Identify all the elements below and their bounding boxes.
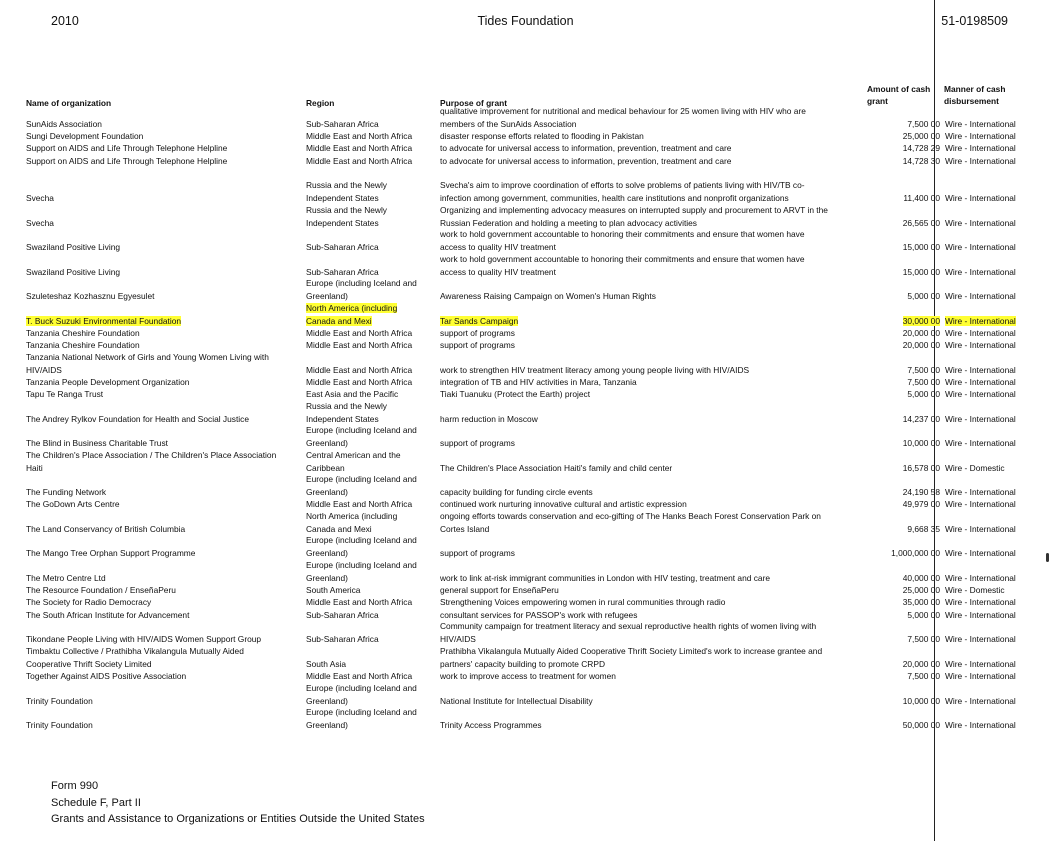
- org-name: Tikondane People Living with HIV/AIDS Women Support Group: [26, 633, 262, 644]
- purpose-cell: ongoing efforts towards conservation and eco-gifting of The Hanks Beach Forest Conservation Park on Cortes Island: [440, 511, 821, 534]
- amount-cell: 50,000 00: [902, 719, 940, 730]
- org-name: Together Against AIDS Positive Association: [26, 670, 187, 681]
- amount-cell: 40,000 00: [902, 572, 940, 583]
- purpose-cell: to advocate for universal access to information, prevention, treatment and care: [440, 142, 732, 153]
- org-name: The Metro Centre Ltd: [26, 572, 106, 583]
- amount-cell: 10,000 00: [902, 695, 940, 706]
- disbursement-cell: Wire - Domestic: [945, 462, 1005, 473]
- disbursement-cell: Wire - International: [945, 572, 1016, 583]
- purpose-cell: National Institute for Intellectual Disability: [440, 695, 593, 706]
- purpose-cell: Tiaki Tuanuku (Protect the Earth) project: [440, 388, 591, 399]
- disbursement-cell: Wire - International: [945, 327, 1016, 338]
- purpose-cell: Community campaign for treatment literacy and sexual reproductive health rights of women living with HIV/AIDS: [440, 621, 817, 644]
- amount-cell: 1,000,000 00: [891, 547, 940, 558]
- region-cell: South Asia: [306, 658, 347, 669]
- disbursement-cell: Wire - International: [945, 609, 1016, 620]
- disbursement-cell: Wire - International: [945, 695, 1016, 706]
- org-name: Timbaktu Collective / Prathibha Vikalangula Mutually Aided Cooperative Thrift Society Limited: [26, 646, 244, 669]
- org-name: Tanzania Cheshire Foundation: [26, 339, 140, 350]
- region-cell: Middle East and North Africa: [306, 142, 413, 153]
- amount-cell: 7,500 00: [907, 633, 940, 644]
- purpose-cell: general support for EnseñaPeru: [440, 584, 559, 595]
- purpose-cell: support of programs: [440, 339, 515, 350]
- org-name: Trinity Foundation: [26, 719, 93, 730]
- region-cell: Middle East and North Africa: [306, 339, 413, 350]
- column-header-region: Region: [306, 98, 335, 108]
- purpose-cell: support of programs: [440, 327, 515, 338]
- organization-title: Tides Foundation: [477, 14, 574, 28]
- form-part-title: Grants and Assistance to Organizations or Entities Outside the United States: [51, 813, 425, 825]
- disbursement-cell: Wire - International: [945, 130, 1016, 141]
- disbursement-cell: Wire - International: [945, 719, 1016, 730]
- amount-cell: 7,500 00: [907, 364, 940, 375]
- highlight-mark: T. Buck Suzuki Environmental Foundation: [26, 315, 182, 326]
- region-cell: Sub-Saharan Africa: [306, 241, 379, 252]
- amount-cell: 9,668 35: [907, 523, 940, 534]
- ein-number: 51-0198509: [941, 14, 1008, 28]
- region-cell: East Asia and the Pacific: [306, 388, 399, 399]
- highlight-mark: Wire - International: [945, 315, 1016, 326]
- purpose-cell: work to strengthen HIV treatment literacy among young people living with HIV/AIDS: [440, 364, 750, 375]
- region-cell: Middle East and North Africa: [306, 364, 413, 375]
- purpose-cell: Prathibha Vikalangula Mutually Aided Cooperative Thrift Society Limited's work to increase grantee and partners' capacity building to promote CRPD: [440, 646, 823, 669]
- highlight-mark: Tar Sands Campaign: [440, 315, 519, 326]
- form-number: Form 990: [51, 780, 99, 792]
- org-name: Tanzania Cheshire Foundation: [26, 327, 140, 338]
- region-cell: Russia and the Newly Independent States: [306, 180, 387, 203]
- region-cell: Central American and the Caribbean: [306, 450, 401, 473]
- purpose-cell: support of programs: [440, 437, 515, 448]
- highlight-mark: 30,000 00: [902, 315, 940, 326]
- amount-cell: 49,979 00: [902, 498, 940, 509]
- purpose-cell: work to hold government accountable to honoring their commitments and ensure that women have access to quality HIV treatment: [440, 254, 805, 277]
- org-name: Swaziland Positive Living: [26, 241, 121, 252]
- table-row: [0, 127, 1051, 167]
- org-name: The Funding Network: [26, 486, 107, 497]
- region-cell: Sub-Saharan Africa: [306, 266, 379, 277]
- region-cell: Sub-Saharan Africa: [306, 609, 379, 620]
- column-header-manner: Manner of cash disbursement: [944, 84, 1006, 106]
- purpose-cell: integration of TB and HIV activities in Mara, Tanzania: [440, 376, 637, 387]
- amount-cell: 11,400 00: [903, 192, 940, 203]
- region-cell: Europe (including Iceland and Greenland): [306, 683, 417, 706]
- purpose-cell: support of programs: [440, 547, 515, 558]
- disbursement-cell: Wire - International: [945, 339, 1016, 350]
- org-name: The South African Institute for Advancement: [26, 609, 190, 620]
- region-cell: Russia and the Newly Independent States: [306, 401, 387, 424]
- purpose-cell: Awareness Raising Campaign on Women's Human Rights: [440, 290, 656, 301]
- amount-cell: 15,000 00: [902, 241, 940, 252]
- column-header-name: Name of organization: [26, 98, 112, 108]
- disbursement-cell: Wire - International: [945, 364, 1016, 375]
- org-name: Swaziland Positive Living: [26, 266, 121, 277]
- region-cell: South America: [306, 584, 361, 595]
- amount-cell: 14,237 00: [902, 413, 940, 424]
- amount-cell: 15,000 00: [902, 266, 940, 277]
- purpose-cell: to advocate for universal access to information, prevention, treatment and care: [440, 155, 732, 166]
- disbursement-cell: Wire - International: [945, 486, 1016, 497]
- purpose-cell: disaster response efforts related to flooding in Pakistan: [440, 130, 644, 141]
- disbursement-cell: Wire - International: [945, 266, 1016, 277]
- org-name: Trinity Foundation: [26, 695, 93, 706]
- purpose-cell: qualitative improvement for nutritional and medical behaviour for 25 women living with HIV who are members of the SunAids Association: [440, 106, 806, 129]
- disbursement-cell: Wire - International: [945, 217, 1016, 228]
- org-name: Svecha: [26, 217, 54, 228]
- amount-cell: 5,000 00: [907, 290, 940, 301]
- region-cell: Europe (including Iceland and Greenland): [306, 707, 417, 730]
- region-cell: Middle East and North Africa: [306, 670, 413, 681]
- amount-cell: 25,000 00: [902, 584, 940, 595]
- amount-cell: 10,000 00: [902, 437, 940, 448]
- amount-cell: 5,000 00: [907, 609, 940, 620]
- disbursement-cell: Wire - International: [945, 118, 1016, 129]
- region-cell: Sub-Saharan Africa: [306, 633, 379, 644]
- purpose-cell: Svecha's aim to improve coordination of efforts to solve problems of patients living with HIV/TB co- infection among government, communities, health care institutions and nonprofit organizations: [440, 180, 805, 203]
- region-cell: Middle East and North Africa: [306, 130, 413, 141]
- org-name: The GoDown Arts Centre: [26, 498, 120, 509]
- amount-cell: 16,578 00: [902, 462, 940, 473]
- disbursement-cell: Wire - Domestic: [945, 584, 1005, 595]
- org-name: Support on AIDS and Life Through Telephone Helpline: [26, 155, 228, 166]
- disbursement-cell: Wire - International: [945, 388, 1016, 399]
- purpose-cell: work to link at-risk immigrant communities in London with HIV testing, treatment and care: [440, 572, 771, 583]
- table-row: [0, 691, 1051, 731]
- column-header-purpose: Purpose of grant: [440, 98, 508, 108]
- disbursement-cell: Wire - International: [945, 376, 1016, 387]
- purpose-cell: Organizing and implementing advocacy measures on interrupted supply and procurement to ARVT in the Russian Federation and holding a meeting to plan advocacy activities: [440, 205, 828, 228]
- region-cell: Russia and the Newly Independent States: [306, 205, 387, 228]
- org-name: The Society for Radio Democracy: [26, 596, 152, 607]
- form-schedule: Schedule F, Part II: [51, 796, 141, 809]
- disbursement-cell: Wire - International: [945, 658, 1016, 669]
- column-header-amount: Amount of cash grant: [867, 84, 931, 106]
- amount-cell: 7,500 00: [907, 376, 940, 387]
- org-name: Svecha: [26, 192, 54, 203]
- org-name: Tanzania People Development Organization: [26, 376, 190, 387]
- disbursement-cell: Wire - International: [945, 241, 1016, 252]
- form-footer: [51, 778, 425, 828]
- disbursement-cell: Wire - International: [945, 192, 1016, 203]
- amount-cell: 14,728 29: [902, 142, 940, 153]
- amount-cell: 20,000 00: [902, 339, 940, 350]
- tax-year: 2010: [51, 14, 79, 28]
- disbursement-cell: Wire - International: [945, 523, 1016, 534]
- region-cell: Middle East and North Africa: [306, 327, 413, 338]
- disbursement-cell: Wire - International: [945, 547, 1016, 558]
- org-name: The Mango Tree Orphan Support Programme: [26, 547, 196, 558]
- disbursement-cell: Wire - International: [945, 596, 1016, 607]
- highlight-mark: North America (including Canada and Mexi: [306, 303, 398, 326]
- purpose-cell: Trinity Access Programmes: [440, 719, 542, 730]
- disbursement-cell: Wire - International: [945, 413, 1016, 424]
- purpose-cell: The Children's Place Association Haiti's family and child center: [440, 462, 673, 473]
- region-cell: Middle East and North Africa: [306, 498, 413, 509]
- region-cell: Europe (including Iceland and Greenland): [306, 425, 417, 448]
- purpose-cell: harm reduction in Moscow: [440, 413, 538, 424]
- disbursement-cell: Wire - International: [945, 498, 1016, 509]
- amount-cell: 14,728 30: [902, 155, 940, 166]
- purpose-cell: continued work nurturing innovative cultural and artistic expression: [440, 498, 687, 509]
- amount-cell: 24,190 58: [902, 486, 940, 497]
- amount-cell: 20,000 00: [902, 327, 940, 338]
- region-cell: Middle East and North Africa: [306, 376, 413, 387]
- purpose-cell: work to improve access to treatment for women: [440, 670, 616, 681]
- region-cell: Europe (including Iceland and Greenland): [306, 278, 417, 301]
- disbursement-cell: Wire - International: [945, 437, 1016, 448]
- disbursement-cell: Wire - International: [945, 633, 1016, 644]
- org-name: Tanzania National Network of Girls and Young Women Living with HIV/AIDS: [26, 352, 269, 375]
- amount-cell: 35,000 00: [902, 596, 940, 607]
- region-cell: North America (including Canada and Mexi: [306, 511, 398, 534]
- region-cell: Middle East and North Africa: [306, 596, 413, 607]
- disbursement-cell: Wire - International: [945, 155, 1016, 166]
- amount-cell: 7,500 00: [907, 670, 940, 681]
- org-name: The Resource Foundation / EnseñaPeru: [26, 584, 176, 595]
- org-name: Support on AIDS and Life Through Telephone Helpline: [26, 142, 228, 153]
- org-name: Szuleteshaz Kozhasznu Egyesulet: [26, 290, 155, 301]
- amount-cell: 26,565 00: [902, 217, 940, 228]
- amount-cell: 20,000 00: [902, 658, 940, 669]
- amount-cell: 25,000 00: [902, 130, 940, 141]
- org-name: Tapu Te Ranga Trust: [26, 388, 104, 399]
- purpose-cell: capacity building for funding circle events: [440, 486, 593, 497]
- amount-cell: 5,000 00: [907, 388, 940, 399]
- region-cell: Europe (including Iceland and Greenland): [306, 474, 417, 497]
- org-name: The Children's Place Association / The Children's Place Association Haiti: [26, 450, 277, 473]
- region-cell: Middle East and North Africa: [306, 155, 413, 166]
- org-name: The Blind in Business Charitable Trust: [26, 437, 168, 448]
- region-cell: Sub-Saharan Africa: [306, 118, 379, 129]
- disbursement-cell: Wire - International: [945, 142, 1016, 153]
- purpose-cell: consultant services for PASSOP's work with refugees: [440, 609, 638, 620]
- region-cell: Europe (including Iceland and Greenland): [306, 560, 417, 583]
- org-name: Sungi Development Foundation: [26, 130, 144, 141]
- org-name: The Andrey Rylkov Foundation for Health and Social Justice: [26, 413, 249, 424]
- purpose-cell: Strengthening Voices empowering women in rural communities through radio: [440, 596, 726, 607]
- region-cell: Europe (including Iceland and Greenland): [306, 535, 417, 558]
- org-name: The Land Conservancy of British Columbia: [26, 523, 186, 534]
- org-name: SunAids Association: [26, 118, 102, 129]
- purpose-cell: work to hold government accountable to honoring their commitments and ensure that women have access to quality HIV treatment: [440, 229, 805, 252]
- amount-cell: 7,500 00: [907, 118, 940, 129]
- disbursement-cell: Wire - International: [945, 670, 1016, 681]
- disbursement-cell: Wire - International: [945, 290, 1016, 301]
